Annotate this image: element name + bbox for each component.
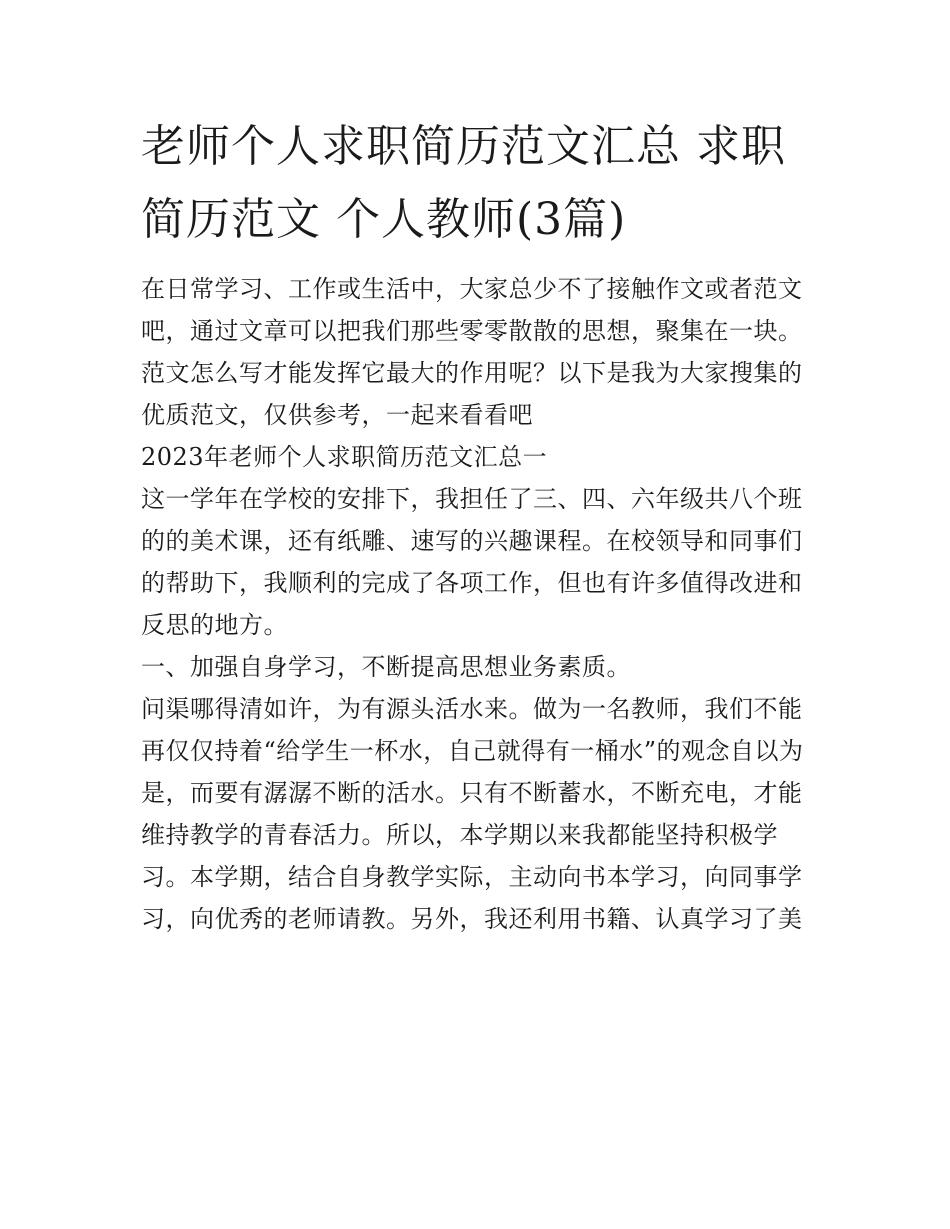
document-page bbox=[141, 110, 813, 940]
document-body bbox=[141, 268, 813, 940]
section-heading: 2023年老师个人求职简历范文汇总一 bbox=[141, 443, 548, 471]
paragraph-self-study: 问渠哪得清如许，为有源头活水来。做为一名教师，我们不能再仅仅持着“给学生一杯水，自己就得有一桶水”的观念自以为是，而要有潺潺不断的活水。只有不断蓄水，不断充电，才能维持教学的青春活力。所以，本学期以来我都能坚持积极学习。本学期，结合自身教学实际，主动向书本学习，向同事学习，向优秀的老师请教。另外，我还利用书籍、认真学习了美 bbox=[141, 695, 804, 933]
subheading-self-study: 一、加强自身学习，不断提高思想业务素质。 bbox=[141, 653, 631, 681]
paragraph-intro: 在日常学习、工作或生活中，大家总少不了接触作文或者范文吧，通过文章可以把我们那些零零散散的思想，聚集在一块。范文怎么写才能发挥它最大的作用呢？以下是我为大家搜集的优质范文，仅供参考，一起来看看吧 bbox=[141, 275, 803, 429]
document-title: 老师个人求职简历范文汇总 求职简历范文 个人教师(3篇) bbox=[141, 121, 786, 245]
paragraph-overview: 这一学年在学校的安排下，我担任了三、四、六年级共八个班的的美术课，还有纸雕、速写的兴趣课程。在校领导和同事们的帮助下，我顺利的完成了各项工作，但也有许多值得改进和反思的地方。 bbox=[141, 485, 803, 639]
